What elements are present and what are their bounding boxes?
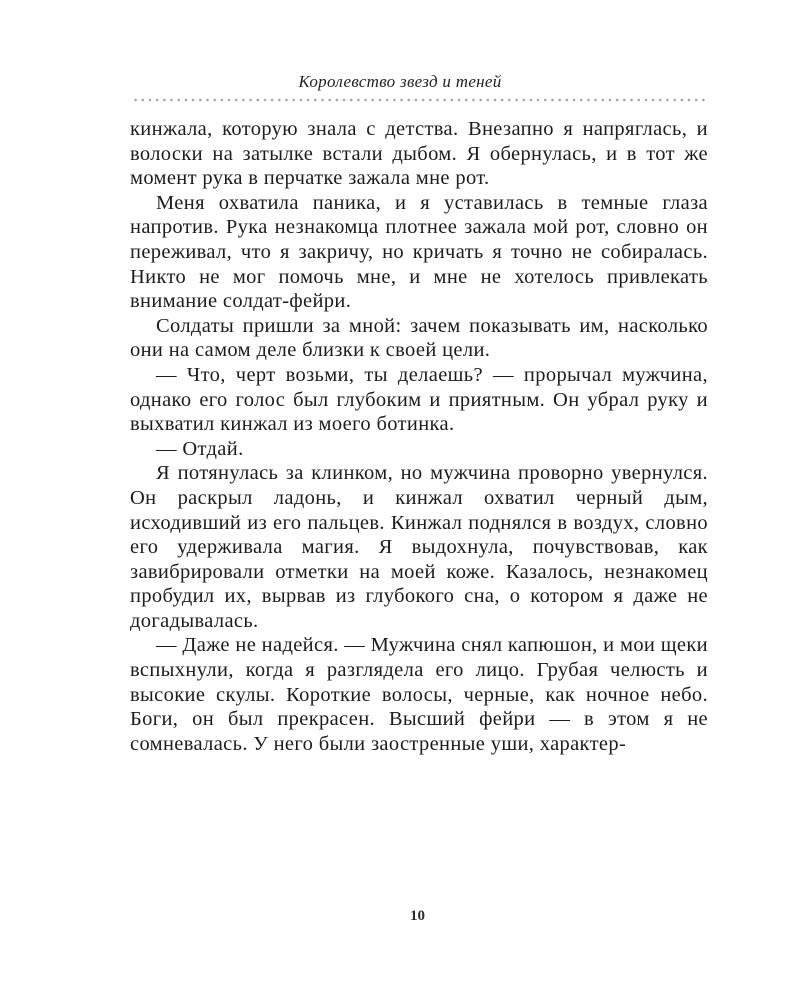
- running-head: Королевство звезд и теней: [298, 72, 502, 91]
- paragraph: Я потянулась за клинком, но мужчина проворно увернулся. Он раскрыл ладонь, и кинжал охватил черный дым, исходивший из его пальцев. Кинжал поднялся в воздух, словно его удерживала магия. Я выдохнула, почувствовав, как завибрировали отметки на моей коже. Казалось, незнакомец пробудил их, вырвав из глубокого сна, о котором я даже не догадывалась.: [130, 462, 708, 632]
- dotted-ornament-rule: [132, 97, 706, 103]
- paragraph: Меня охватила паника, и я уставилась в темные глаза напротив. Рука незнакомца плотнее зажала мой рот, словно он переживал, что я закричу, но кричать я точно не собиралась. Никто не мог помочь мне, и мне не хотелось привлекать внимание солдат-фейри.: [130, 191, 708, 313]
- paragraph: Солдаты пришли за мной: зачем показывать им, насколько они на самом деле близки к своей цели.: [130, 314, 708, 362]
- page-folio: [380, 892, 440, 944]
- page-number: 10: [410, 908, 425, 924]
- paragraph: — Даже не надейся. — Мужчина снял капюшон, и мои щеки вспыхнули, когда я разглядела его лицо. Грубая челюсть и высокие скулы. Короткие волосы, черные, как ночное небо. Боги, он был прекрасен. Высший фейри — в этом я не сомневалась. У него были заостренные уши, характер-: [130, 634, 708, 755]
- paragraph: — Что, черт возьми, ты делаешь? — прорычал мужчина, однако его голос был глубоким и приятным. Он убрал руку и выхватил кинжал из моего ботинка.: [130, 363, 708, 436]
- paragraph: — Отдай.: [156, 437, 244, 460]
- body-text: [130, 117, 708, 756]
- paragraph: кинжала, которую знала с детства. Внезапно я напряглась, и волоски на затылке встали дыбом. Я обернулась, и в тот же момент рука в перчатке зажала мне рот.: [130, 118, 708, 190]
